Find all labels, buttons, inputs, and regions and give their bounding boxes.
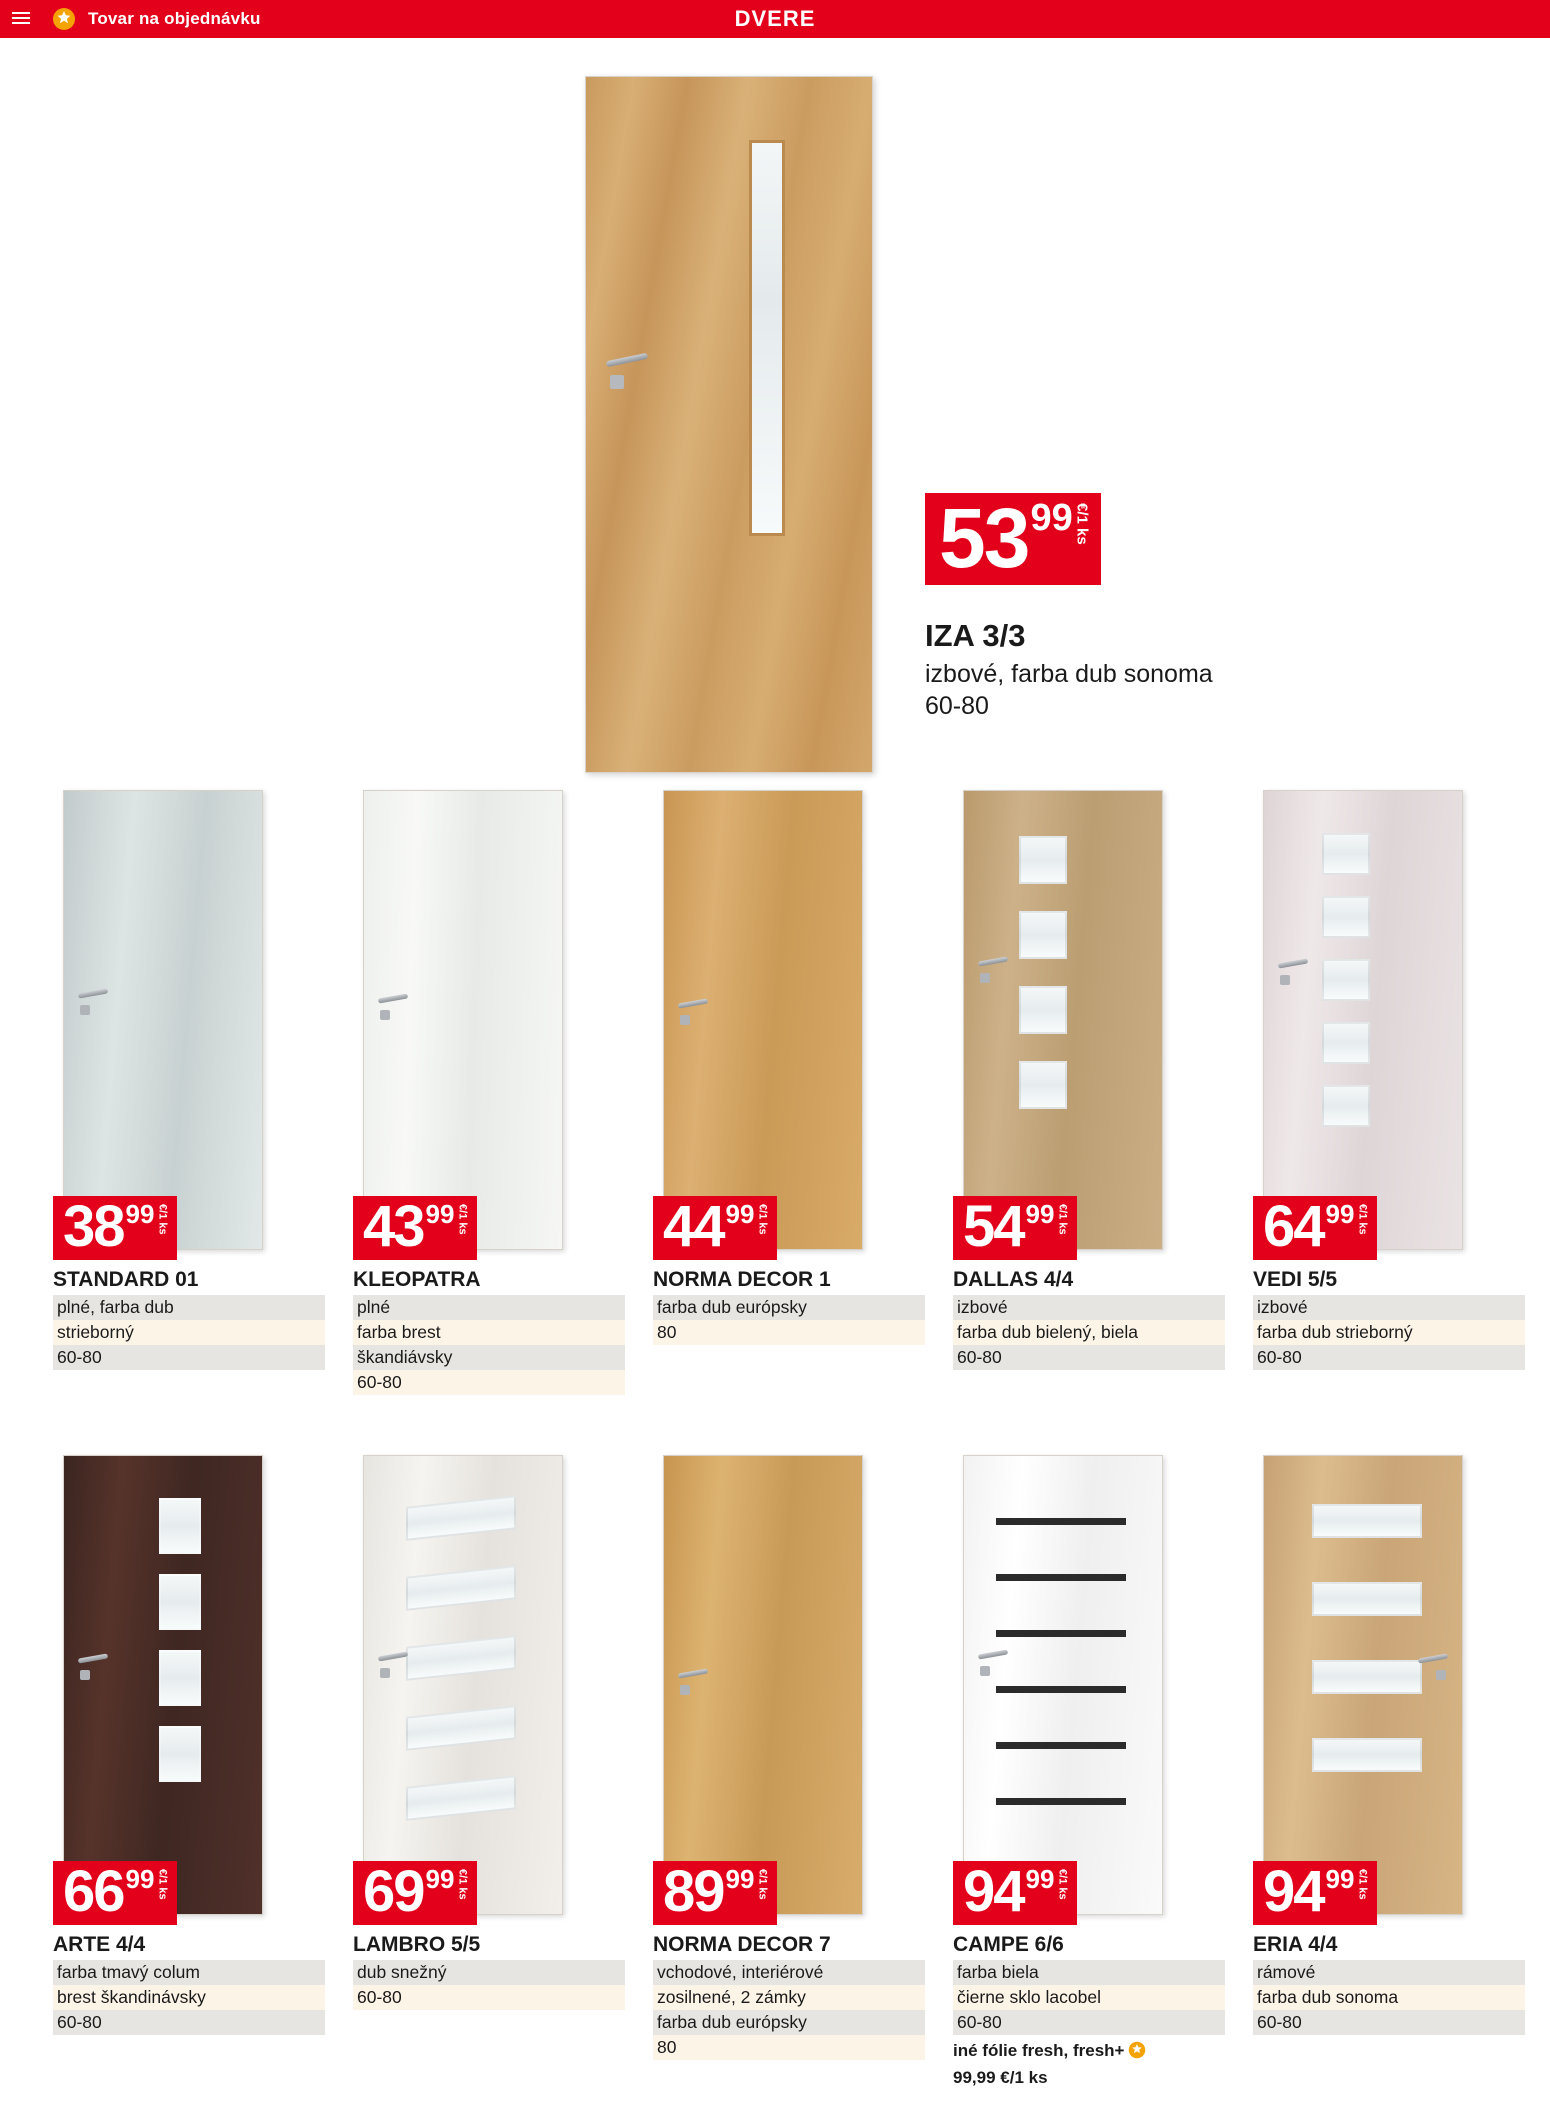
price-whole: 89 — [663, 1859, 724, 1924]
desc-line: zosilnené, 2 zámky — [653, 1985, 925, 2010]
desc-line: farba dub bielený, biela — [953, 1320, 1225, 1345]
product-image — [53, 790, 263, 1260]
door-image-dallas-4-4 — [963, 790, 1163, 1250]
product-name: LAMBRO 5/5 — [353, 1933, 481, 1956]
desc-line: 60-80 — [953, 2010, 1225, 2035]
hero-section — [0, 38, 1550, 758]
product-image — [53, 1455, 263, 1925]
desc-line: 60-80 — [953, 1345, 1225, 1370]
product-description — [953, 1295, 1235, 1370]
product-name: NORMA DECOR 1 — [653, 1268, 831, 1291]
door-image-norma-decor-7 — [663, 1455, 863, 1915]
price-cents: 99 — [725, 1864, 755, 1894]
product-card[interactable] — [645, 790, 935, 1345]
price-whole: 94 — [963, 1859, 1024, 1924]
desc-line: farba dub európsky — [653, 1295, 925, 1320]
product-name: DALLAS 4/4 — [953, 1268, 1074, 1291]
product-name: CAMPE 6/6 — [953, 1933, 1064, 1956]
product-card[interactable] — [1245, 790, 1535, 1370]
product-card[interactable] — [45, 1455, 335, 2035]
price-cents: 99 — [125, 1864, 155, 1894]
door-lock-icon — [610, 375, 624, 389]
door-image-eria-4-4 — [1263, 1455, 1463, 1915]
price-whole: 54 — [963, 1194, 1024, 1259]
price-whole: 38 — [63, 1194, 124, 1259]
price-tag — [353, 1861, 477, 1925]
desc-line: plné — [353, 1295, 625, 1320]
product-name: STANDARD 01 — [53, 1268, 199, 1291]
desc-line: rámové — [1253, 1960, 1525, 1985]
product-card[interactable] — [645, 1455, 935, 2060]
hero-product-name: IZA 3/3 — [925, 618, 1026, 653]
price-cents: 99 — [1030, 497, 1073, 539]
hero-desc-line-1: izbové, farba dub sonoma — [925, 660, 1213, 688]
price-tag — [653, 1196, 777, 1260]
product-extra-note — [953, 2039, 1235, 2090]
desc-line: 80 — [653, 1320, 925, 1345]
price-tag — [353, 1196, 477, 1260]
price-unit: €/1 ks — [756, 1204, 769, 1235]
hero-desc-line-2: 60-80 — [925, 692, 989, 720]
desc-line: 60-80 — [53, 2010, 325, 2035]
product-description — [653, 1295, 935, 1345]
product-image — [953, 1455, 1163, 1925]
door-image-arte-4-4 — [63, 1455, 263, 1915]
page-title: DVERE — [734, 6, 816, 31]
product-name: VEDI 5/5 — [1253, 1268, 1338, 1291]
price-cents: 99 — [425, 1199, 455, 1229]
price-cents: 99 — [1025, 1199, 1055, 1229]
product-card[interactable] — [45, 790, 335, 1370]
price-cents: 99 — [725, 1199, 755, 1229]
price-unit: €/1 ks — [1073, 503, 1091, 545]
price-cents: 99 — [125, 1199, 155, 1229]
desc-line: 60-80 — [353, 1370, 625, 1395]
desc-line: čierne sklo lacobel — [953, 1985, 1225, 2010]
price-unit: €/1 ks — [1056, 1204, 1069, 1235]
desc-line: dub snežný — [353, 1960, 625, 1985]
product-image — [653, 1455, 863, 1925]
price-tag — [653, 1861, 777, 1925]
price-unit: €/1 ks — [156, 1204, 169, 1235]
extra-label: iné fólie fresh, fresh+ — [953, 2041, 1125, 2060]
price-unit: €/1 ks — [1356, 1869, 1369, 1900]
price-tag — [53, 1861, 177, 1925]
desc-line: farba biela — [953, 1960, 1225, 1985]
door-image-norma-decor-1 — [663, 790, 863, 1250]
product-name: ARTE 4/4 — [53, 1933, 146, 1956]
desc-line: plné, farba dub — [53, 1295, 325, 1320]
desc-line: 60-80 — [1253, 2010, 1525, 2035]
product-image — [953, 790, 1163, 1260]
desc-line: izbové — [1253, 1295, 1525, 1320]
price-whole: 53 — [939, 491, 1029, 585]
product-description — [653, 1960, 935, 2060]
price-tag — [53, 1196, 177, 1260]
price-unit: €/1 ks — [156, 1869, 169, 1900]
door-image-kleopatra — [363, 790, 563, 1250]
product-description — [1253, 1960, 1535, 2035]
product-name: ERIA 4/4 — [1253, 1933, 1338, 1956]
desc-line: farba dub strieborný — [1253, 1320, 1525, 1345]
product-description — [53, 1295, 335, 1370]
product-image — [1253, 1455, 1463, 1925]
desc-line: 80 — [653, 2035, 925, 2060]
hero-info — [925, 618, 1485, 722]
price-tag — [953, 1861, 1077, 1925]
product-card[interactable] — [345, 790, 635, 1395]
product-name: NORMA DECOR 7 — [653, 1933, 831, 1956]
star-icon — [1128, 2041, 1146, 2066]
desc-line: izbové — [953, 1295, 1225, 1320]
desc-line: vchodové, interiérové — [653, 1960, 925, 1985]
price-whole: 94 — [1263, 1859, 1324, 1924]
desc-line: farba dub sonoma — [1253, 1985, 1525, 2010]
desc-line: farba tmavý colum — [53, 1960, 325, 1985]
product-description — [1253, 1295, 1535, 1370]
door-handle-icon — [606, 353, 648, 368]
price-cents: 99 — [1325, 1864, 1355, 1894]
order-goods-label: Tovar na objednávku — [88, 9, 261, 28]
top-bar — [0, 0, 1550, 38]
door-image-lambro-5-5 — [363, 1455, 563, 1915]
price-tag — [1253, 1861, 1377, 1925]
price-whole: 69 — [363, 1859, 424, 1924]
price-whole: 66 — [63, 1859, 124, 1924]
desc-line: 60-80 — [53, 1345, 325, 1370]
desc-line: farba dub európsky — [653, 2010, 925, 2035]
price-whole: 44 — [663, 1194, 724, 1259]
hero-door-glass — [749, 140, 785, 536]
price-whole: 64 — [1263, 1194, 1324, 1259]
hero-price-tag — [925, 493, 1101, 585]
product-description — [353, 1960, 635, 2010]
price-unit: €/1 ks — [456, 1204, 469, 1235]
desc-line: farba brest — [353, 1320, 625, 1345]
door-image-campe-6-6 — [963, 1455, 1163, 1915]
product-description — [953, 1960, 1235, 2035]
desc-line: brest škandinávsky — [53, 1985, 325, 2010]
product-description — [53, 1960, 335, 2035]
price-whole: 43 — [363, 1194, 424, 1259]
hero-door-image — [585, 76, 873, 773]
price-unit: €/1 ks — [1056, 1869, 1069, 1900]
product-card[interactable] — [345, 1455, 635, 2010]
door-image-vedi-5-5 — [1263, 790, 1463, 1250]
desc-line: škandiávsky — [353, 1345, 625, 1370]
price-unit: €/1 ks — [1356, 1204, 1369, 1235]
product-card[interactable] — [945, 790, 1235, 1370]
price-unit: €/1 ks — [756, 1869, 769, 1900]
price-cents: 99 — [1325, 1199, 1355, 1229]
desc-line: strieborný — [53, 1320, 325, 1345]
desc-line: 60-80 — [1253, 1345, 1525, 1370]
price-tag — [1253, 1196, 1377, 1260]
price-unit: €/1 ks — [456, 1869, 469, 1900]
price-cents: 99 — [1025, 1864, 1055, 1894]
product-card[interactable] — [1245, 1455, 1535, 2035]
product-card[interactable] — [945, 1455, 1235, 2090]
price-cents: 99 — [425, 1864, 455, 1894]
door-image-standard-01 — [63, 790, 263, 1250]
price-tag — [953, 1196, 1077, 1260]
product-image — [353, 1455, 563, 1925]
desc-line: 60-80 — [353, 1985, 625, 2010]
product-image — [653, 790, 863, 1260]
extra-price: 99,99 €/1 ks — [953, 2068, 1048, 2087]
product-name: KLEOPATRA — [353, 1268, 481, 1291]
product-image — [1253, 790, 1463, 1260]
product-description — [353, 1295, 635, 1395]
product-image — [353, 790, 563, 1260]
